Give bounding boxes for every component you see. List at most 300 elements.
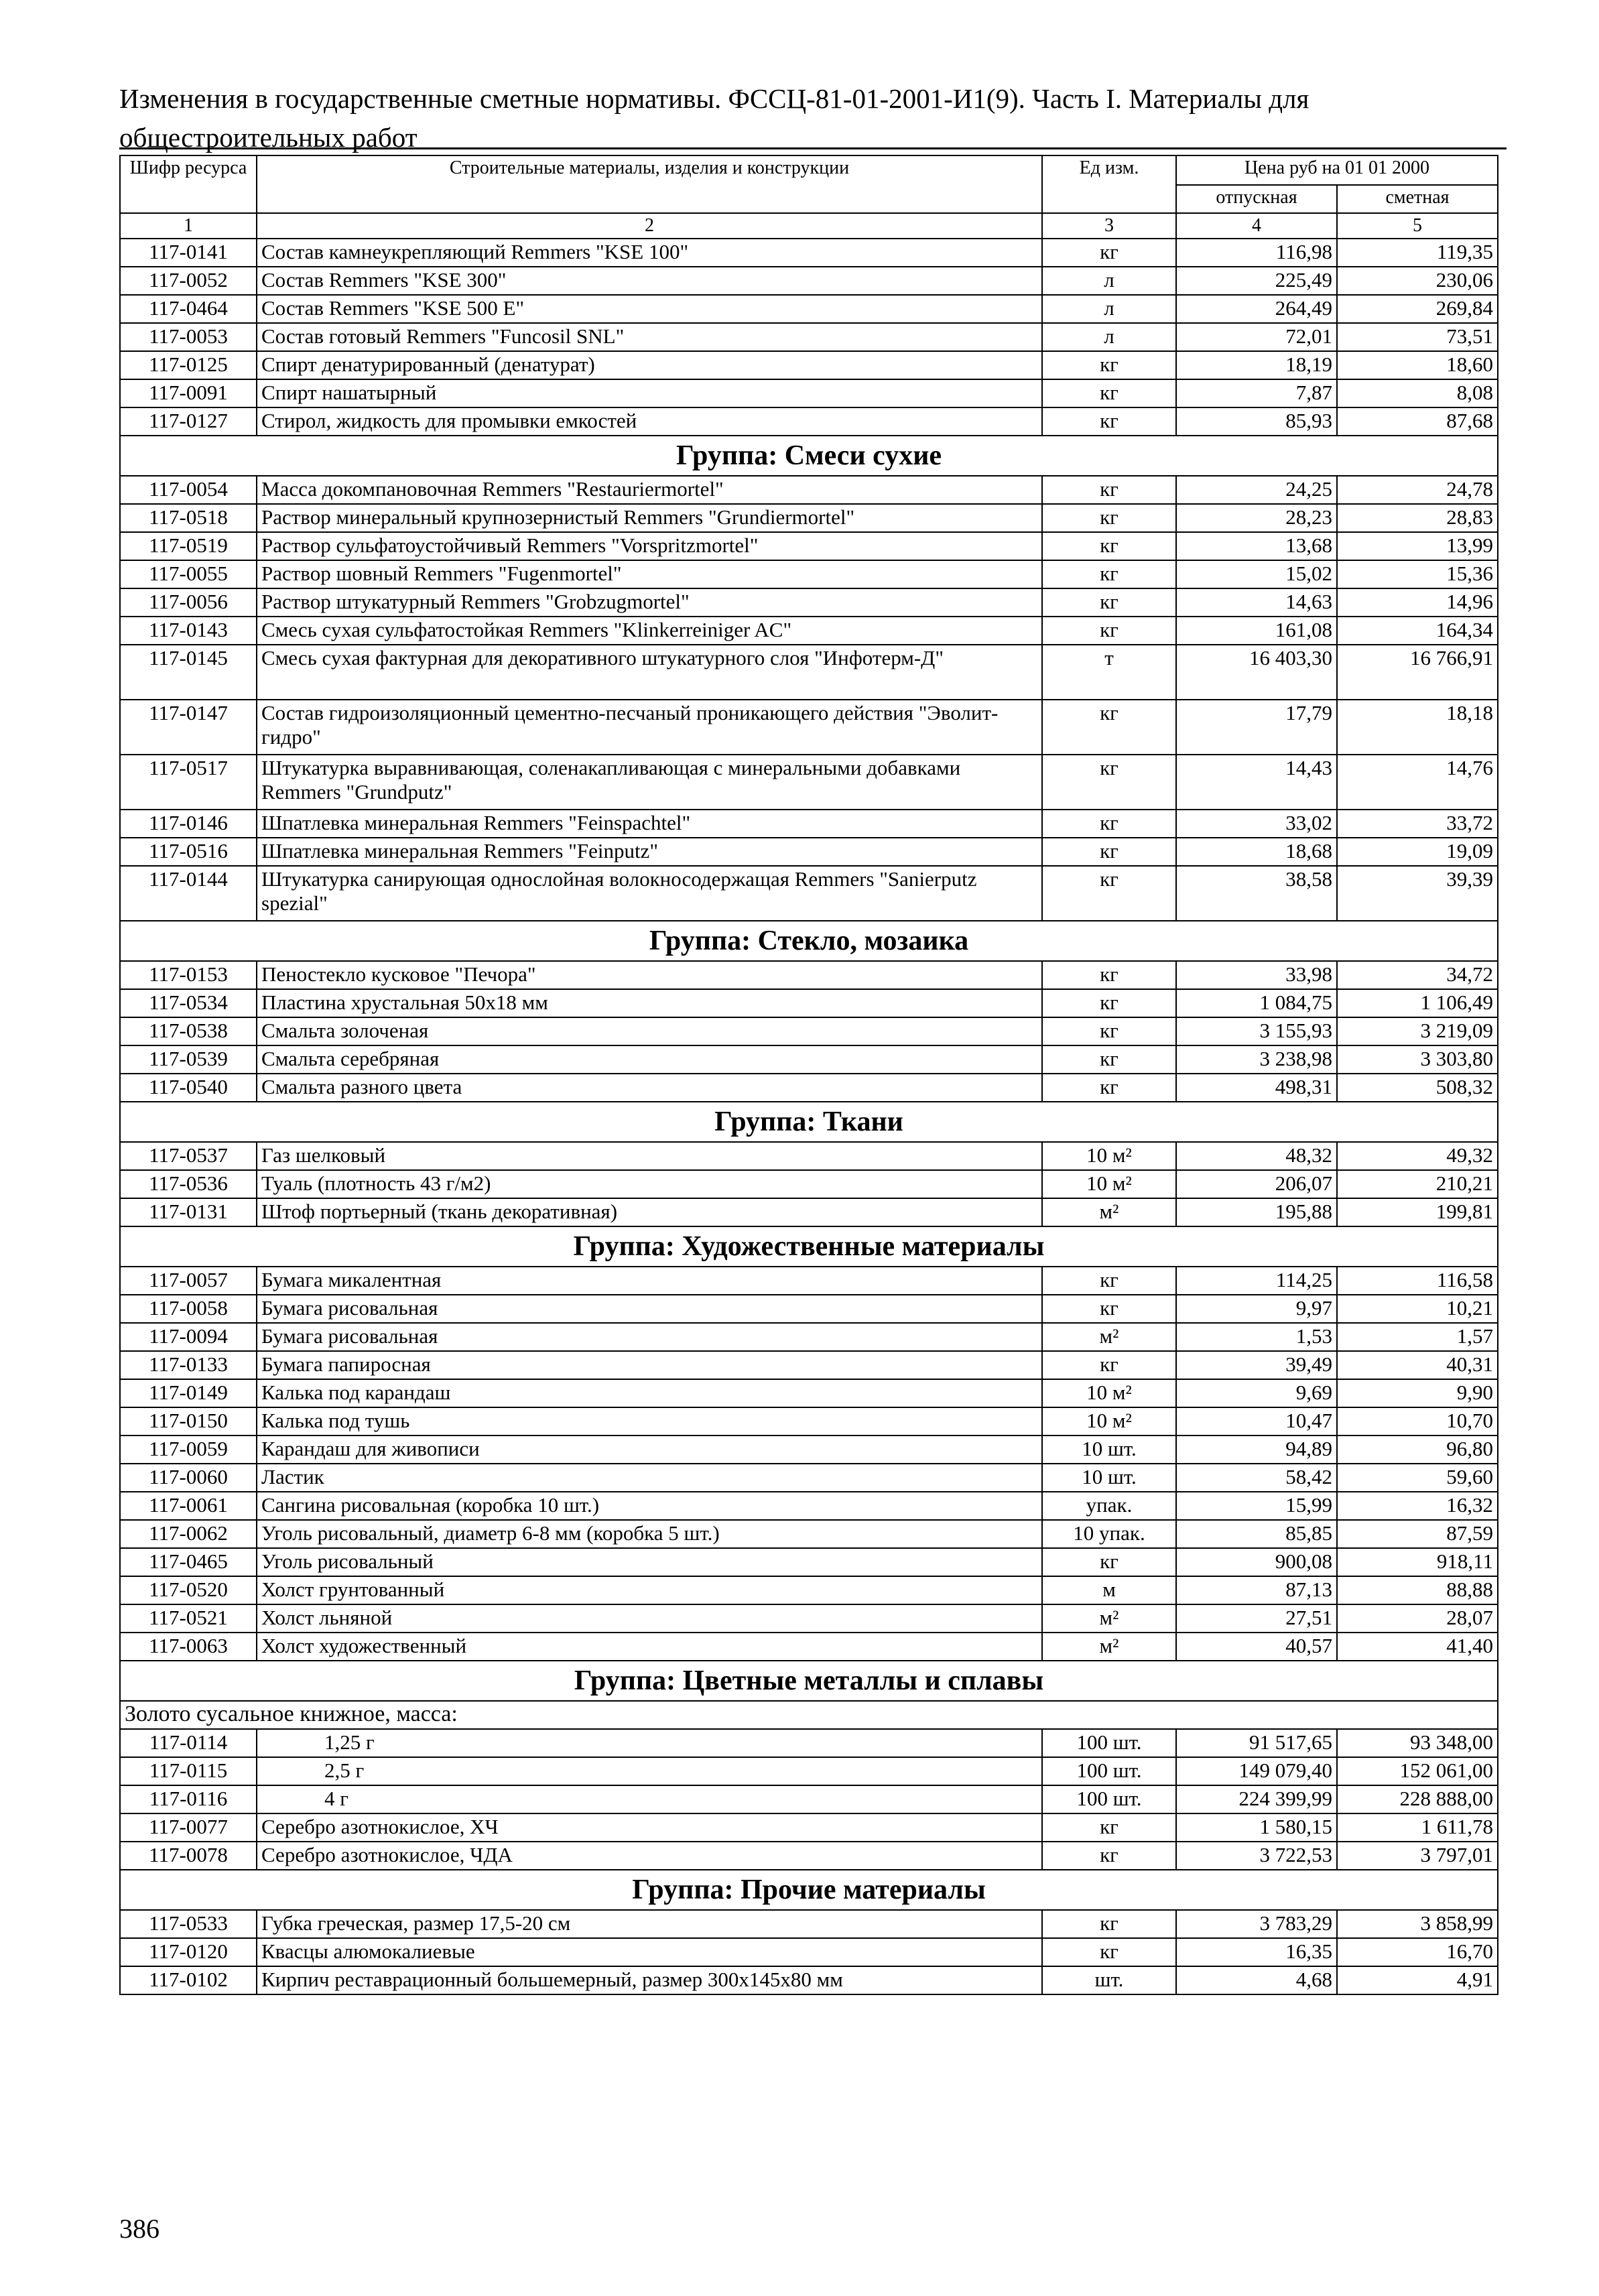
resource-code: 117-0537 (120, 1142, 257, 1170)
col-header-name: Строительные материалы, изделия и конструкции (257, 155, 1042, 213)
material-name: Калька под карандаш (257, 1379, 1042, 1407)
resource-code: 117-0057 (120, 1267, 257, 1295)
material-name: Сангина рисовальная (коробка 10 шт.) (257, 1492, 1042, 1520)
material-name: Штукатурка санирующая однослойная волокносодержащая Remmers "Sanierputz spezial" (257, 866, 1042, 921)
estimate-price: 28,07 (1337, 1604, 1498, 1633)
wholesale-price: 116,98 (1176, 239, 1337, 267)
estimate-price: 4,91 (1337, 1966, 1498, 1994)
col-number: 5 (1337, 213, 1498, 239)
wholesale-price: 91 517,65 (1176, 1729, 1337, 1757)
estimate-price: 28,83 (1337, 504, 1498, 532)
resource-code: 117-0131 (120, 1198, 257, 1226)
table-row (120, 1074, 1498, 1102)
wholesale-price: 498,31 (1176, 1074, 1337, 1102)
table-row (120, 239, 1498, 267)
wholesale-price: 40,57 (1176, 1633, 1337, 1661)
table-row (120, 1351, 1498, 1379)
wholesale-price: 114,25 (1176, 1267, 1337, 1295)
resource-code: 117-0078 (120, 1842, 257, 1870)
resource-code: 117-0063 (120, 1633, 257, 1661)
table-row (120, 1323, 1498, 1351)
group-heading: Группа: Ткани (120, 1102, 1498, 1142)
table-row (120, 810, 1498, 838)
resource-code: 117-0143 (120, 617, 257, 645)
resource-code: 117-0533 (120, 1910, 257, 1938)
col-header-price: Цена руб на 01 01 2000 (1176, 155, 1498, 185)
material-name: Карандаш для живописи (257, 1436, 1042, 1464)
material-name: Губка греческая, размер 17,5-20 см (257, 1910, 1042, 1938)
wholesale-price: 87,13 (1176, 1576, 1337, 1604)
resource-code: 117-0052 (120, 267, 257, 295)
table-row (120, 1464, 1498, 1492)
material-name: Состав гидроизоляционный цементно-песчаный проникающего действия "Эволит-гидро" (257, 700, 1042, 755)
estimate-price: 24,78 (1337, 476, 1498, 504)
table-row (120, 838, 1498, 866)
unit-of-measure: кг (1042, 532, 1176, 560)
unit-of-measure: кг (1042, 866, 1176, 921)
unit-of-measure: кг (1042, 1548, 1176, 1576)
table-row (120, 1520, 1498, 1548)
wholesale-price: 18,19 (1176, 351, 1337, 379)
table-row (120, 588, 1498, 617)
wholesale-price: 225,49 (1176, 267, 1337, 295)
wholesale-price: 58,42 (1176, 1464, 1337, 1492)
table-row (120, 1729, 1498, 1757)
material-name: Спирт денатурированный (денатурат) (257, 351, 1042, 379)
unit-of-measure: 100 шт. (1042, 1757, 1176, 1785)
table-row (120, 1548, 1498, 1576)
wholesale-price: 13,68 (1176, 532, 1337, 560)
resource-code: 117-0153 (120, 961, 257, 989)
material-name: Пеностекло кусковое "Печора" (257, 961, 1042, 989)
subheading-row (120, 1701, 1498, 1729)
wholesale-price: 85,85 (1176, 1520, 1337, 1548)
estimate-price: 96,80 (1337, 1436, 1498, 1464)
resource-code: 117-0144 (120, 866, 257, 921)
wholesale-price: 3 155,93 (1176, 1017, 1337, 1045)
estimate-price: 8,08 (1337, 379, 1498, 407)
group-heading-row (120, 1102, 1498, 1142)
wholesale-price: 15,99 (1176, 1492, 1337, 1520)
unit-of-measure: кг (1042, 504, 1176, 532)
estimate-price: 14,96 (1337, 588, 1498, 617)
resource-code: 117-0520 (120, 1576, 257, 1604)
resource-code: 117-0540 (120, 1074, 257, 1102)
estimate-price: 34,72 (1337, 961, 1498, 989)
unit-of-measure: 10 м² (1042, 1142, 1176, 1170)
unit-of-measure: л (1042, 295, 1176, 323)
wholesale-price: 7,87 (1176, 379, 1337, 407)
unit-of-measure: кг (1042, 1295, 1176, 1323)
table-row (120, 1045, 1498, 1074)
estimate-price: 116,58 (1337, 1267, 1498, 1295)
estimate-price: 16,32 (1337, 1492, 1498, 1520)
estimate-price: 15,36 (1337, 560, 1498, 588)
estimate-price: 40,31 (1337, 1351, 1498, 1379)
col-number: 3 (1042, 213, 1176, 239)
unit-of-measure: 10 м² (1042, 1170, 1176, 1198)
table-row (120, 1604, 1498, 1633)
material-name: Состав Remmers "KSE 500 E" (257, 295, 1042, 323)
material-name: 2,5 г (257, 1757, 1042, 1785)
unit-of-measure: л (1042, 323, 1176, 351)
material-name: Туаль (плотность 43 г/м2) (257, 1170, 1042, 1198)
estimate-price: 164,34 (1337, 617, 1498, 645)
wholesale-price: 48,32 (1176, 1142, 1337, 1170)
material-name: Бумага рисовальная (257, 1295, 1042, 1323)
wholesale-price: 18,68 (1176, 838, 1337, 866)
resource-code: 117-0145 (120, 645, 257, 700)
table-row (120, 1170, 1498, 1198)
material-name: Пластина хрустальная 50х18 мм (257, 989, 1042, 1017)
material-name: Уголь рисовальный (257, 1548, 1042, 1576)
wholesale-price: 16,35 (1176, 1938, 1337, 1966)
wholesale-price: 149 079,40 (1176, 1757, 1337, 1785)
unit-of-measure: м² (1042, 1633, 1176, 1661)
unit-of-measure: кг (1042, 1351, 1176, 1379)
table-row (120, 1492, 1498, 1520)
material-name: Холст льняной (257, 1604, 1042, 1633)
group-heading-row (120, 1870, 1498, 1910)
table-row (120, 1938, 1498, 1966)
table-row (120, 1785, 1498, 1813)
material-name: Состав камнеукрепляющий Remmers "KSE 100" (257, 239, 1042, 267)
estimate-price: 16 766,91 (1337, 645, 1498, 700)
table-row (120, 1142, 1498, 1170)
unit-of-measure: упак. (1042, 1492, 1176, 1520)
resource-code: 117-0125 (120, 351, 257, 379)
material-name: Бумага папиросная (257, 1351, 1042, 1379)
table-row (120, 407, 1498, 436)
material-name: Штоф портьерный (ткань декоративная) (257, 1198, 1042, 1226)
price-table (119, 155, 1498, 1995)
wholesale-price: 15,02 (1176, 560, 1337, 588)
table-row (120, 1576, 1498, 1604)
wholesale-price: 33,98 (1176, 961, 1337, 989)
wholesale-price: 33,02 (1176, 810, 1337, 838)
unit-of-measure: кг (1042, 700, 1176, 755)
subheading: Золото сусальное книжное, масса: (120, 1701, 1498, 1729)
resource-code: 117-0147 (120, 700, 257, 755)
resource-code: 117-0116 (120, 1785, 257, 1813)
table-row (120, 866, 1498, 921)
resource-code: 117-0055 (120, 560, 257, 588)
unit-of-measure: 100 шт. (1042, 1729, 1176, 1757)
estimate-price: 88,88 (1337, 1576, 1498, 1604)
material-name: Холст грунтованный (257, 1576, 1042, 1604)
material-name: Раствор минеральный крупнозернистый Remmers "Grundiermortel" (257, 504, 1042, 532)
unit-of-measure: кг (1042, 351, 1176, 379)
resource-code: 117-0115 (120, 1757, 257, 1785)
unit-of-measure: м² (1042, 1198, 1176, 1226)
unit-of-measure: 10 м² (1042, 1379, 1176, 1407)
wholesale-price: 39,49 (1176, 1351, 1337, 1379)
resource-code: 117-0058 (120, 1295, 257, 1323)
estimate-price: 1 611,78 (1337, 1813, 1498, 1842)
resource-code: 117-0518 (120, 504, 257, 532)
material-name: Состав готовый Remmers "Funcosil SNL" (257, 323, 1042, 351)
estimate-price: 3 858,99 (1337, 1910, 1498, 1938)
wholesale-price: 4,68 (1176, 1966, 1337, 1994)
wholesale-price: 28,23 (1176, 504, 1337, 532)
resource-code: 117-0114 (120, 1729, 257, 1757)
unit-of-measure: т (1042, 645, 1176, 700)
col-header-unit: Ед изм. (1042, 155, 1176, 213)
resource-code: 117-0053 (120, 323, 257, 351)
page-header-title: Изменения в государственные сметные нормативы. ФССЦ-81-01-2001-И1(9). Часть I. Материалы для общестроительных работ (119, 83, 1309, 153)
table-row (120, 295, 1498, 323)
unit-of-measure: м² (1042, 1323, 1176, 1351)
unit-of-measure: л (1042, 267, 1176, 295)
table-row (120, 961, 1498, 989)
resource-code: 117-0062 (120, 1520, 257, 1548)
estimate-price: 18,60 (1337, 351, 1498, 379)
estimate-price: 33,72 (1337, 810, 1498, 838)
table-row (120, 379, 1498, 407)
estimate-price: 10,70 (1337, 1407, 1498, 1436)
estimate-price: 87,59 (1337, 1520, 1498, 1548)
unit-of-measure: кг (1042, 810, 1176, 838)
material-name: Смальта серебряная (257, 1045, 1042, 1074)
estimate-price: 269,84 (1337, 295, 1498, 323)
table-row (120, 1267, 1498, 1295)
estimate-price: 3 219,09 (1337, 1017, 1498, 1045)
table-row (120, 1017, 1498, 1045)
resource-code: 117-0465 (120, 1548, 257, 1576)
wholesale-price: 14,63 (1176, 588, 1337, 617)
material-name: Состав Remmers "KSE 300" (257, 267, 1042, 295)
material-name: Раствор сульфатоустойчивый Remmers "Vorspritzmortel" (257, 532, 1042, 560)
resource-code: 117-0464 (120, 295, 257, 323)
unit-of-measure: кг (1042, 1938, 1176, 1966)
table-row (120, 1966, 1498, 1994)
wholesale-price: 161,08 (1176, 617, 1337, 645)
table-row (120, 476, 1498, 504)
estimate-price: 1,57 (1337, 1323, 1498, 1351)
resource-code: 117-0539 (120, 1045, 257, 1074)
unit-of-measure: кг (1042, 476, 1176, 504)
unit-of-measure: кг (1042, 239, 1176, 267)
estimate-price: 73,51 (1337, 323, 1498, 351)
material-name: Спирт нашатырный (257, 379, 1042, 407)
estimate-price: 18,18 (1337, 700, 1498, 755)
resource-code: 117-0059 (120, 1436, 257, 1464)
wholesale-price: 24,25 (1176, 476, 1337, 504)
material-name: Кирпич реставрационный большемерный, размер 300х145х80 мм (257, 1966, 1042, 1994)
col-header-wholesale: отпускная (1176, 185, 1337, 213)
estimate-price: 87,68 (1337, 407, 1498, 436)
col-header-estimate: сметная (1337, 185, 1498, 213)
estimate-price: 93 348,00 (1337, 1729, 1498, 1757)
wholesale-price: 1 084,75 (1176, 989, 1337, 1017)
unit-of-measure: кг (1042, 961, 1176, 989)
wholesale-price: 195,88 (1176, 1198, 1337, 1226)
wholesale-price: 206,07 (1176, 1170, 1337, 1198)
material-name: Уголь рисовальный, диаметр 6-8 мм (коробка 5 шт.) (257, 1520, 1042, 1548)
wholesale-price: 1,53 (1176, 1323, 1337, 1351)
table-row (120, 755, 1498, 810)
material-name: Холст художественный (257, 1633, 1042, 1661)
group-heading-row (120, 1661, 1498, 1701)
wholesale-price: 264,49 (1176, 295, 1337, 323)
estimate-price: 49,32 (1337, 1142, 1498, 1170)
header-divider (119, 147, 1507, 149)
estimate-price: 19,09 (1337, 838, 1498, 866)
material-name: Калька под тушь (257, 1407, 1042, 1436)
unit-of-measure: кг (1042, 588, 1176, 617)
wholesale-price: 3 722,53 (1176, 1842, 1337, 1870)
group-heading-row (120, 1226, 1498, 1267)
unit-of-measure: м (1042, 1576, 1176, 1604)
wholesale-price: 38,58 (1176, 866, 1337, 921)
unit-of-measure: кг (1042, 617, 1176, 645)
col-number: 1 (120, 213, 257, 239)
table-row (120, 617, 1498, 645)
material-name: Масса докомпановочная Remmers "Restauriermortel" (257, 476, 1042, 504)
table-row (120, 1436, 1498, 1464)
material-name: Шпатлевка минеральная Remmers "Feinspachtel" (257, 810, 1042, 838)
unit-of-measure: кг (1042, 838, 1176, 866)
wholesale-price: 72,01 (1176, 323, 1337, 351)
material-name: Раствор штукатурный Remmers "Grobzugmortel" (257, 588, 1042, 617)
estimate-price: 230,06 (1337, 267, 1498, 295)
wholesale-price: 9,69 (1176, 1379, 1337, 1407)
unit-of-measure: кг (1042, 560, 1176, 588)
wholesale-price: 27,51 (1176, 1604, 1337, 1633)
unit-of-measure: кг (1042, 1910, 1176, 1938)
table-row (120, 1813, 1498, 1842)
table-row (120, 989, 1498, 1017)
resource-code: 117-0534 (120, 989, 257, 1017)
estimate-price: 508,32 (1337, 1074, 1498, 1102)
resource-code: 117-0127 (120, 407, 257, 436)
estimate-price: 3 303,80 (1337, 1045, 1498, 1074)
material-name: Стирол, жидкость для промывки емкостей (257, 407, 1042, 436)
page-number: 386 (119, 2214, 159, 2244)
material-name: 1,25 г (257, 1729, 1042, 1757)
unit-of-measure: кг (1042, 1017, 1176, 1045)
group-heading: Группа: Прочие материалы (120, 1870, 1498, 1910)
resource-code: 117-0102 (120, 1966, 257, 1994)
table-body (120, 239, 1498, 1994)
unit-of-measure: кг (1042, 989, 1176, 1017)
wholesale-price: 900,08 (1176, 1548, 1337, 1576)
material-name: Бумага рисовальная (257, 1323, 1042, 1351)
wholesale-price: 9,97 (1176, 1295, 1337, 1323)
wholesale-price: 14,43 (1176, 755, 1337, 810)
resource-code: 117-0521 (120, 1604, 257, 1633)
estimate-price: 119,35 (1337, 239, 1498, 267)
estimate-price: 39,39 (1337, 866, 1498, 921)
wholesale-price: 10,47 (1176, 1407, 1337, 1436)
material-name: Смальта золоченая (257, 1017, 1042, 1045)
table-row (120, 323, 1498, 351)
estimate-price: 14,76 (1337, 755, 1498, 810)
resource-code: 117-0519 (120, 532, 257, 560)
resource-code: 117-0077 (120, 1813, 257, 1842)
resource-code: 117-0517 (120, 755, 257, 810)
estimate-price: 199,81 (1337, 1198, 1498, 1226)
material-name: 4 г (257, 1785, 1042, 1813)
estimate-price: 152 061,00 (1337, 1757, 1498, 1785)
resource-code: 117-0141 (120, 239, 257, 267)
resource-code: 117-0516 (120, 838, 257, 866)
table-row (120, 1407, 1498, 1436)
group-heading: Группа: Художественные материалы (120, 1226, 1498, 1267)
estimate-price: 41,40 (1337, 1633, 1498, 1661)
resource-code: 117-0056 (120, 588, 257, 617)
table-row (120, 1295, 1498, 1323)
estimate-price: 13,99 (1337, 532, 1498, 560)
unit-of-measure: кг (1042, 1045, 1176, 1074)
material-name: Штукатурка выравнивающая, соленакапливающая с минеральными добавками Remmers "Grundputz" (257, 755, 1042, 810)
unit-of-measure: 10 шт. (1042, 1436, 1176, 1464)
estimate-price: 1 106,49 (1337, 989, 1498, 1017)
wholesale-price: 85,93 (1176, 407, 1337, 436)
table-row (120, 351, 1498, 379)
col-number: 4 (1176, 213, 1337, 239)
table-row (120, 1842, 1498, 1870)
unit-of-measure: 10 упак. (1042, 1520, 1176, 1548)
unit-of-measure: кг (1042, 1813, 1176, 1842)
wholesale-price: 16 403,30 (1176, 645, 1337, 700)
resource-code: 117-0060 (120, 1464, 257, 1492)
estimate-price: 16,70 (1337, 1938, 1498, 1966)
wholesale-price: 17,79 (1176, 700, 1337, 755)
unit-of-measure: м² (1042, 1604, 1176, 1633)
material-name: Раствор шовный Remmers "Fugenmortel" (257, 560, 1042, 588)
unit-of-measure: шт. (1042, 1966, 1176, 1994)
estimate-price: 918,11 (1337, 1548, 1498, 1576)
material-name: Серебро азотнокислое, ХЧ (257, 1813, 1042, 1842)
resource-code: 117-0150 (120, 1407, 257, 1436)
resource-code: 117-0149 (120, 1379, 257, 1407)
wholesale-price: 1 580,15 (1176, 1813, 1337, 1842)
resource-code: 117-0054 (120, 476, 257, 504)
estimate-price: 3 797,01 (1337, 1842, 1498, 1870)
material-name: Серебро азотнокислое, ЧДА (257, 1842, 1042, 1870)
unit-of-measure: кг (1042, 755, 1176, 810)
estimate-price: 59,60 (1337, 1464, 1498, 1492)
wholesale-price: 3 238,98 (1176, 1045, 1337, 1074)
table-row (120, 560, 1498, 588)
resource-code: 117-0538 (120, 1017, 257, 1045)
resource-code: 117-0536 (120, 1170, 257, 1198)
material-name: Бумага микалентная (257, 1267, 1042, 1295)
material-name: Газ шелковый (257, 1142, 1042, 1170)
table-row (120, 267, 1498, 295)
table-row (120, 1633, 1498, 1661)
unit-of-measure: кг (1042, 407, 1176, 436)
table-row (120, 1757, 1498, 1785)
table-row (120, 1379, 1498, 1407)
wholesale-price: 3 783,29 (1176, 1910, 1337, 1938)
group-heading: Группа: Цветные металлы и сплавы (120, 1661, 1498, 1701)
unit-of-measure: 10 м² (1042, 1407, 1176, 1436)
table-row (120, 532, 1498, 560)
resource-code: 117-0146 (120, 810, 257, 838)
resource-code: 117-0133 (120, 1351, 257, 1379)
table-row (120, 1198, 1498, 1226)
material-name: Смесь сухая фактурная для декоративного штукатурного слоя "Инфотерм-Д" (257, 645, 1042, 700)
unit-of-measure: 100 шт. (1042, 1785, 1176, 1813)
col-header-code: Шифр ресурса (120, 155, 257, 213)
group-heading-row (120, 921, 1498, 961)
material-name: Ластик (257, 1464, 1042, 1492)
unit-of-measure: кг (1042, 1842, 1176, 1870)
group-heading: Группа: Смеси сухие (120, 436, 1498, 476)
material-name: Смесь сухая сульфатостойкая Remmers "Klinkerreiniger AC" (257, 617, 1042, 645)
